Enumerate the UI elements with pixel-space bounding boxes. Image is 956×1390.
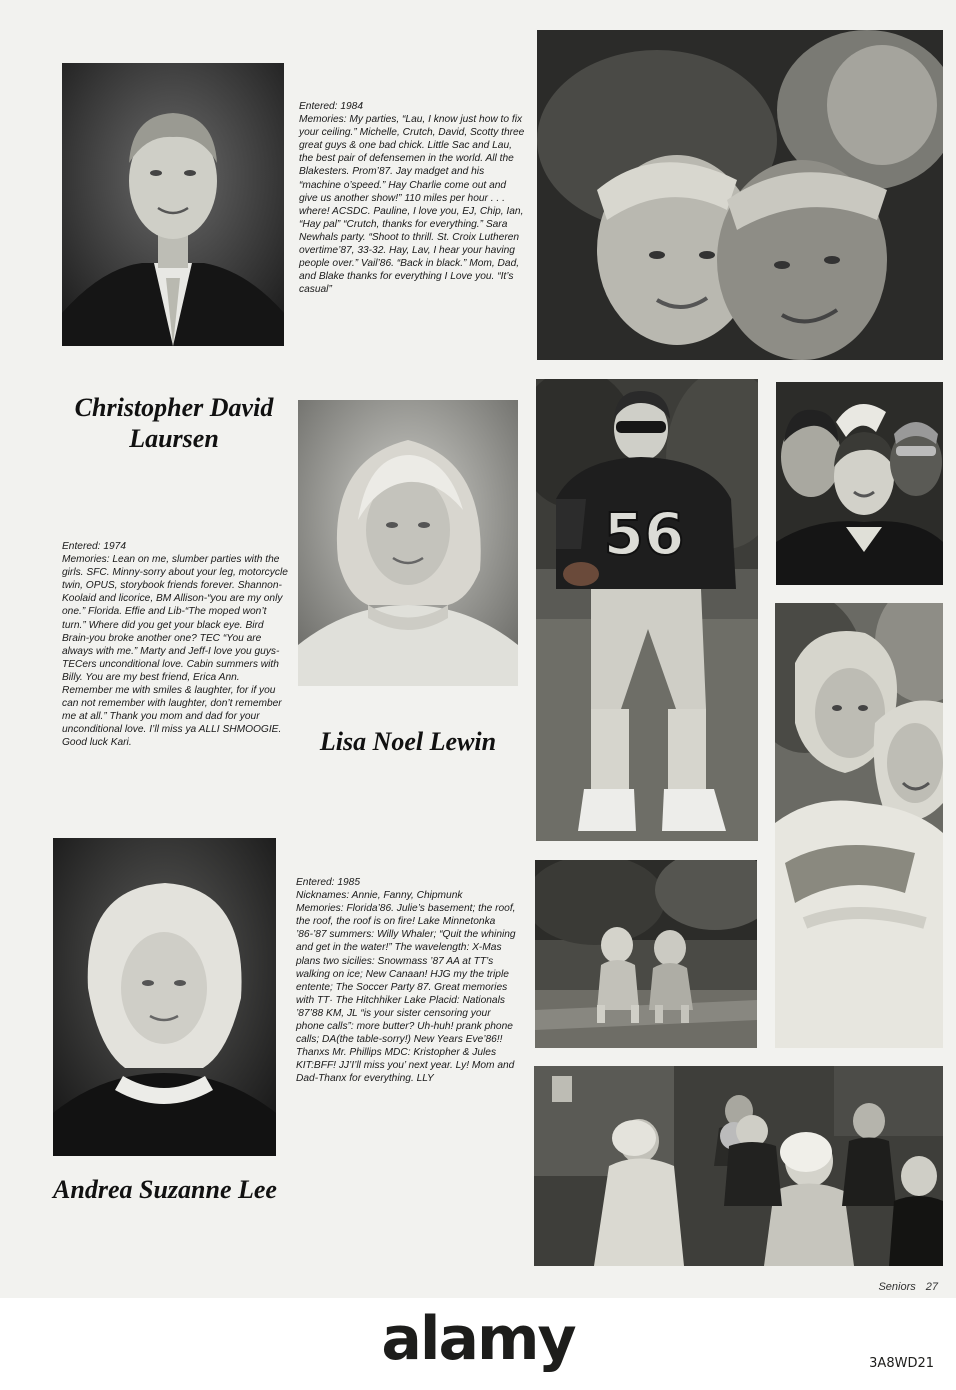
student-name-andrea: Andrea Suzanne Lee	[53, 1175, 277, 1204]
portrait-christopher	[62, 63, 284, 346]
candid-photo-friends-closeup	[537, 30, 943, 360]
folio-section: Seniors	[878, 1281, 916, 1293]
candid-photo-group-room	[534, 1066, 943, 1266]
bio-andrea	[296, 876, 518, 1086]
student-name-christopher: Christopher David Laursen	[74, 393, 274, 453]
nicknames-text: Nicknames: Annie, Fanny, Chipmunk	[296, 890, 463, 902]
candid-photo-football-player	[536, 379, 758, 841]
candid-photo-two-girls-hugging	[775, 603, 943, 1048]
brand-wordmark: alamy	[381, 1304, 575, 1374]
memories-text: Memories: My parties, “Lau, I know just how to fix your ceiling.” Michelle, Crutch, David, Scotty three great guys & one bad chick. Little Sac and Lau, the best pair of defensemen in the world. All the Blakesters. Prom’87. Jay madget and his “machine o’speed.” Hay Charlie come out and give us another show!” 110 miles per hour . . . where! ACSDC. Pauline, I love you, EJ, Chip, Ian, “Hay pal” “Crutch, thanks for everything.” Sara Newhals party. “Shoot to thrill. St. Croix Lutheren overtime’87, 33-32. Hay, Lav, I hear your having people over.” Vail’86. “Back in black.” Mom, Dad, and Blake thanks for everything I Love you. “It’s casual”	[299, 114, 525, 296]
page-folio	[878, 1281, 938, 1293]
candid-photo-two-children	[535, 860, 757, 1048]
jersey-number: 56	[603, 500, 685, 568]
entered-year: Entered: 1984	[299, 101, 364, 112]
portrait-andrea	[53, 838, 276, 1156]
brand-logo	[0, 1304, 956, 1374]
candid-photo-three-guys	[776, 382, 943, 585]
entered-year: Entered: 1985	[296, 877, 361, 888]
folio-number: 27	[925, 1281, 938, 1293]
student-name-lisa: Lisa Noel Lewin	[319, 727, 497, 756]
bio-christopher	[299, 100, 527, 296]
image-code: 3A8WD21	[869, 1356, 934, 1371]
entered-year: Entered: 1974	[62, 541, 127, 552]
bio-lisa	[62, 540, 288, 750]
memories-text: Memories: Florida’86. Julie’s basement; the roof, the roof, the roof is on fire! Lake Minnetonka ’86-’87 summers: Willy Whaler; “Quit the whining and get in the water!” The wavelength: X-Mas plans two sicilies: Snowmass ’87 AA at TT’s walking on ice; New Canaan! HJG my the triple entente; The Soccer Party 87. Great memories with TT· The Hitchhiker Lake Placid: Nationals ’87’88 KM, JL “is your sister censoring your phone calls”: more butter? Uh-huh! prank phone calls; DA(the table-sorry!) New Years Eve’86!! Thanxs Mr. Phillips MDC: Kristopher & Jules KIT:BFF! JJ’I’ll miss you’ next year. Ly! Mom and Dad-Thanx for everything. LLY	[296, 903, 516, 1085]
portrait-lisa	[298, 400, 518, 686]
memories-text: Memories: Lean on me, slumber parties with the girls. SFC. Minny-sorry about your leg, motorcycle twin, OPUS, storybook friends forever. Shannon-Koolaid and licorice, BM Allison-“you are my only one.” Florida. Effie and Lib-“The moped won’t turn.” Where did you get your black eye. Bird Brain-you broke another one? TEC “You are always with me.” Marty and Jeff-I love you guys-TECers unconditional love. Cabin summers with Billy. You are my best friend, Erica Ann. Remember me with smiles & laughter, for if you can not remember with laughter, don’t remember me at all.” Thank you mom and dad for your unconditional love. I’ll miss ya ALLI SHMOOGIE. Good luck Kari.	[62, 554, 288, 749]
